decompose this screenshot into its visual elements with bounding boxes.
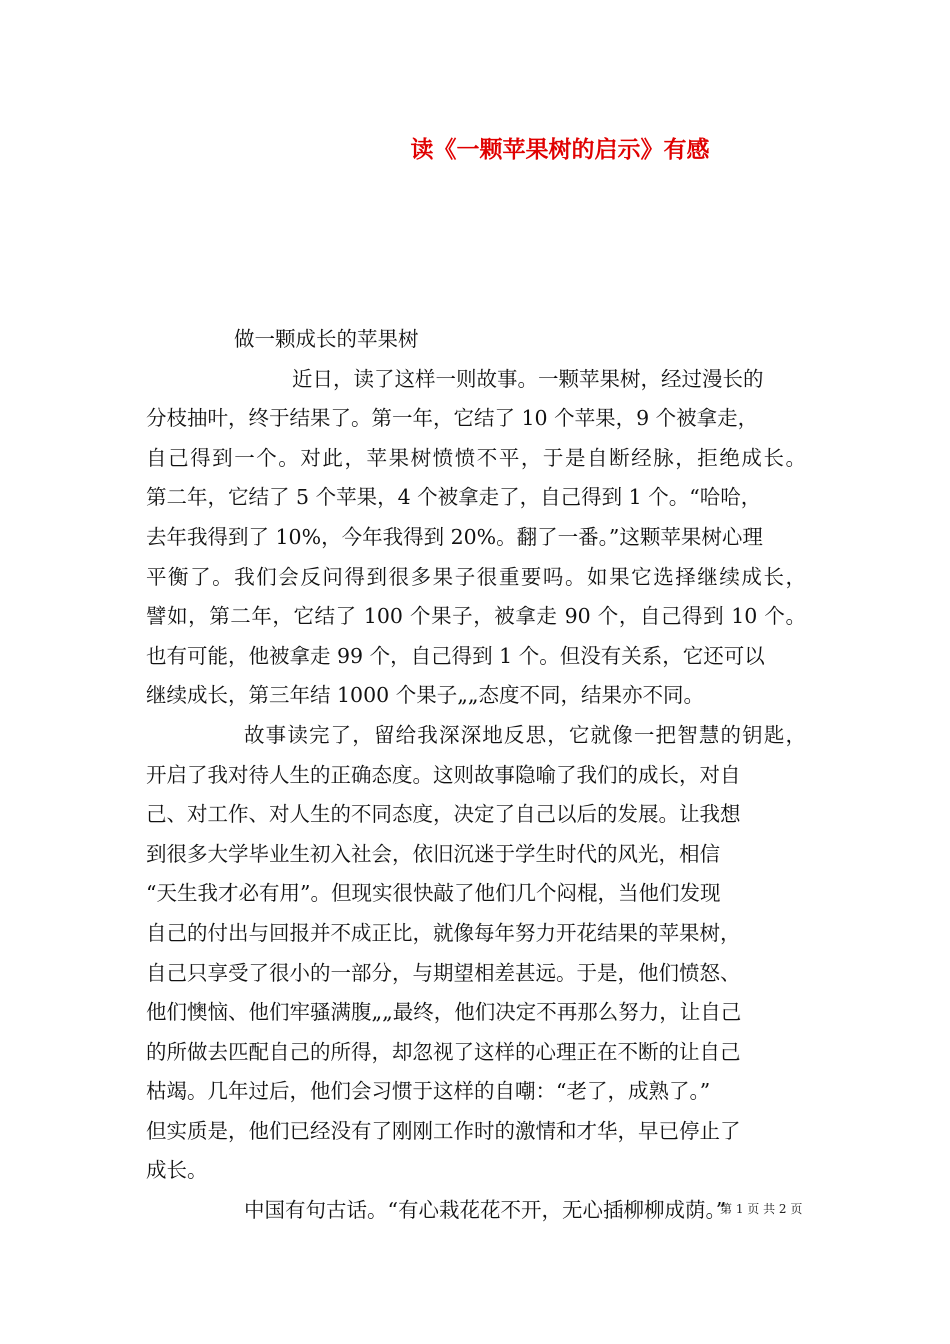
paragraph-lines <box>146 360 806 1231</box>
text-line: 继续成长，第三年结 1000 个果子„„态度不同，结果亦不同。 <box>146 683 704 708</box>
text-line: 平衡了。我们会反问得到很多果子很重要吗。如果它选择继续成长， <box>146 564 806 589</box>
text-line: 第二年，它结了 5 个苹果，4 个被拿走了，自己得到 1 个。“哈哈， <box>146 485 762 510</box>
text-line: 成长。 <box>146 1158 208 1183</box>
text-line: 也有可能，他被拿走 99 个，自己得到 1 个。但没有关系，它还可以 <box>146 643 765 668</box>
text-line: 譬如，第二年，它结了 100 个果子，被拿走 90 个，自己得到 10 个。 <box>146 604 806 629</box>
document-body <box>146 320 806 1231</box>
text-line: 自己的付出与回报并不成正比，就像每年努力开花结果的苹果树， <box>146 920 741 945</box>
document-title: 读《一颗苹果树的启示》有感 <box>410 137 710 163</box>
text-line: 自己只享受了很小的一部分，与期望相差甚远。于是，他们愤怒、 <box>146 960 741 985</box>
text-line: 他们懊恼、他们牢骚满腹„„最终，他们决定不再那么努力，让自己 <box>146 1000 742 1025</box>
text-line: 自己得到一个。对此，苹果树愤愤不平，于是自断经脉，拒绝成长。 <box>146 445 806 470</box>
text-line: 枯竭。几年过后，他们会习惯于这样的自嘲：“老了，成熟了。” <box>146 1079 711 1104</box>
text-line: 近日，读了这样一则故事。一颗苹果树，经过漫长的 <box>292 366 764 391</box>
text-line: “天生我才必有用”。但现实很快敲了他们几个闷棍，当他们发现 <box>146 881 721 906</box>
text-line: 到很多大学毕业生初入社会，依旧沉迷于学生时代的风光，相信 <box>146 841 720 866</box>
text-line: 但实质是，他们已经没有了刚刚工作时的激情和才华，早已停止了 <box>146 1118 741 1143</box>
text-line: 分枝抽叶，终于结果了。第一年，它结了 10 个苹果，9 个被拿走， <box>146 406 759 431</box>
text-line: 去年我得到了 10%，今年我得到 20%。翻了一番。”这颗苹果树心理 <box>146 524 763 549</box>
text-line: 己、对工作、对人生的不同态度，决定了自己以后的发展。让我想 <box>146 802 741 827</box>
document-subtitle: 做一颗成长的苹果树 <box>234 327 419 351</box>
page-number: 第 1 页 共 2 页 <box>720 1202 803 1216</box>
text-line: 故事读完了，留给我深深地反思，它就像一把智慧的钥匙， <box>244 722 806 747</box>
text-line: 的所做去匹配自己的所得，却忽视了这样的心理正在不断的让自己 <box>146 1039 741 1064</box>
text-line: 中国有句古话。“有心栽花花不开，无心插柳柳成荫。” <box>244 1198 727 1223</box>
text-line: 开启了我对待人生的正确态度。这则故事隐喻了我们的成长，对自 <box>146 762 741 787</box>
